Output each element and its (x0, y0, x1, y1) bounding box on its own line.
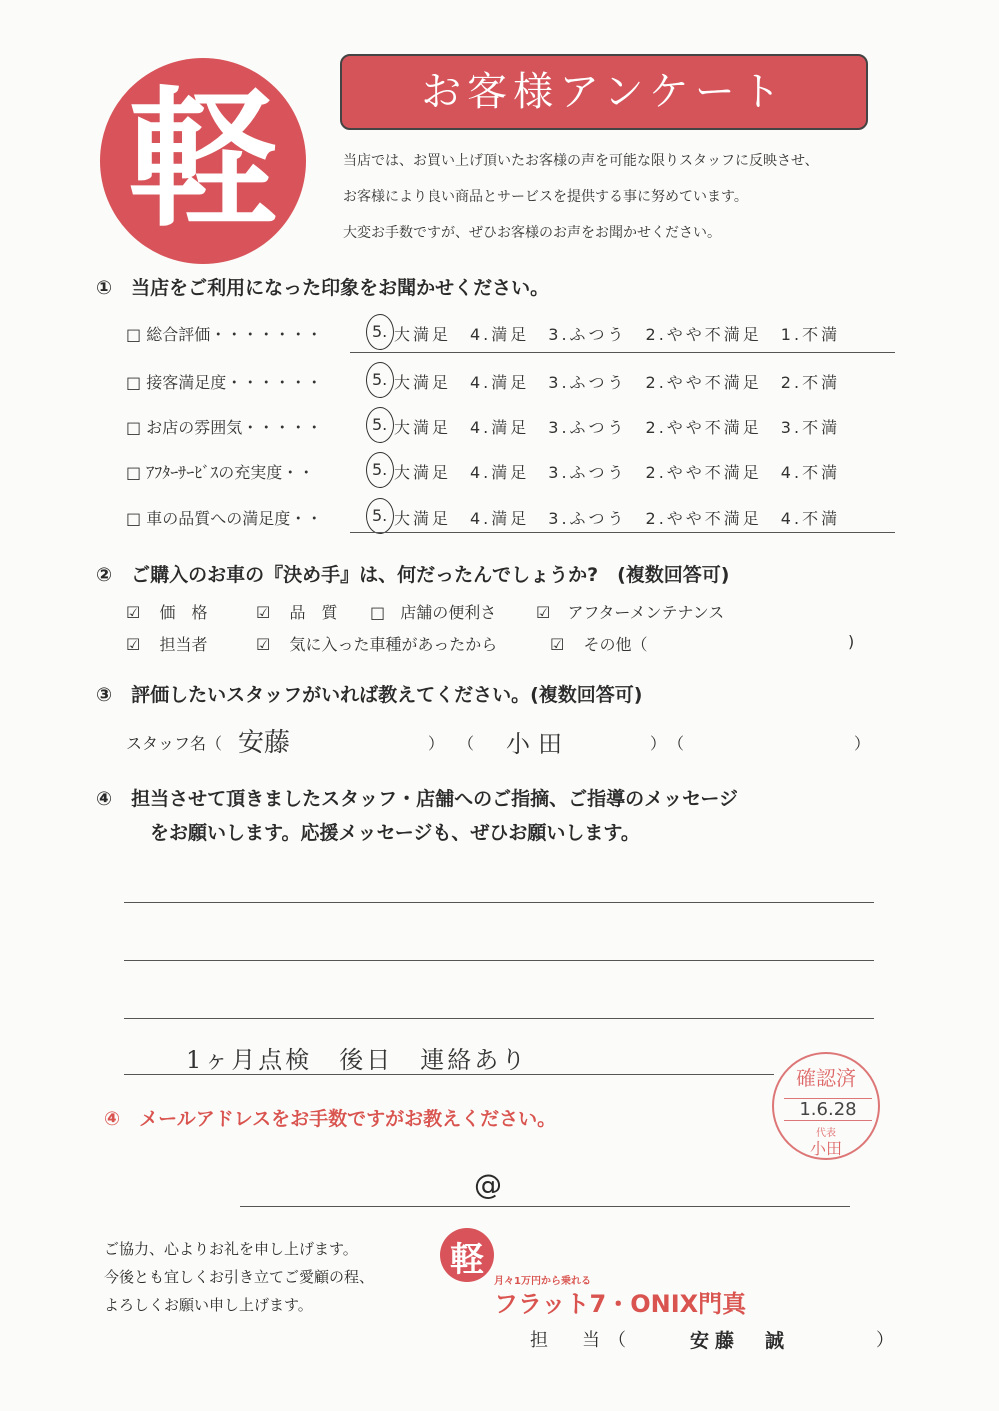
staff-label: スタッフ名（ (126, 734, 223, 753)
page-title: お客様アンケート (340, 54, 868, 130)
q2-option-other (550, 632, 647, 655)
circled-value: 5. (372, 460, 388, 479)
closing-line-3: よろしくお願い申し上げます。 (104, 1296, 313, 1314)
rating-row-atmosphere (126, 415, 866, 441)
message-line-1 (124, 902, 874, 903)
option-label: 店舗の便利さ (400, 603, 497, 622)
circled-value: 5. (372, 415, 388, 434)
q2-option-quality (256, 600, 337, 623)
rating-options: 大満足 4.満足 3.ふつう 2.やや不満足 4.不満 (394, 463, 841, 482)
staff-sep-1: ）（ (428, 734, 497, 753)
rating-label: □ ｱﾌﾀｰｻｰﾋﾞｽの充実度・・ (126, 463, 315, 482)
checkbox-icon: ☑ (550, 635, 565, 654)
intro-line-1: 当店では、お買い上げ頂いたお客様の声を可能な限りスタッフに反映させ、 (343, 153, 819, 169)
option-label: 担当者 (159, 635, 208, 654)
rating-row-service (126, 370, 866, 396)
q2-title: ② ご購入のお車の『決め手』は、何だったんでしょうか? (複数回答可) (96, 564, 730, 586)
underline (350, 352, 895, 353)
checkbox-icon: □ (370, 603, 386, 622)
q2-option-price (126, 600, 207, 623)
q2-other-close: ) (848, 632, 855, 651)
rating-options: 大満足 4.満足 3.ふつう 2.やや不満足 4.不満 (394, 509, 841, 528)
q1-title: ① 当店をご利用になった印象をお聞かせください。 (96, 277, 550, 299)
message-line-2 (124, 960, 874, 961)
brand-logo-char: 軽 (450, 1240, 484, 1280)
stamp-text: 小田 (809, 1139, 842, 1158)
staff-close: ） (854, 734, 871, 753)
confirmation-stamp (772, 1052, 880, 1160)
stamp-date: 1.6.28 (784, 1098, 872, 1121)
q2-option-vehicle (256, 632, 497, 655)
message-line-4 (124, 1074, 774, 1075)
rating-options: 大満足 4.満足 3.ふつう 2.やや不満足 3.不満 (394, 418, 841, 437)
rating-options: 大満足 4.満足 3.ふつう 2.やや不満足 1.不満 (394, 325, 841, 344)
rating-row-vehicle-quality (126, 506, 866, 532)
closing-line-2: 今後とも宜しくお引き立てご愛顧の程、 (104, 1268, 375, 1286)
intro-line-3: 大変お手数ですが、ぜひお客様のお声をお聞かせください。 (343, 225, 721, 241)
staff-name-1: 安藤 (238, 728, 291, 758)
q4-title-line1: ④ 担当させて頂きましたスタッフ・店舗へのご指摘、ご指導のメッセージ (96, 788, 738, 810)
seal-logo-char: 軽 (127, 72, 278, 248)
intro-line-2: お客様により良い商品とサービスを提供する事に努めています。 (343, 189, 748, 205)
footer-close: ） (876, 1330, 894, 1351)
rating-label: □ お店の雰囲気・・・・・ (126, 418, 323, 437)
q3-title: ③ 評価したいスタッフがいれば教えてください。(複数回答可) (96, 684, 643, 706)
checkbox-icon: ☑ (536, 603, 551, 622)
rating-label: □ 車の品質への満足度・・ (126, 509, 323, 528)
checkbox-icon: ☑ (256, 603, 271, 622)
footer-staff-name: 安藤 誠 (690, 1330, 791, 1352)
footer-label: 担 当（ (530, 1330, 634, 1351)
rating-label: □ 総合評価・・・・・・・ (126, 325, 323, 344)
q2-option-convenience (370, 600, 496, 623)
closing-line-1: ご協力、心よりお礼を申し上げます。 (104, 1240, 358, 1258)
checkbox-icon: ☑ (256, 635, 271, 654)
stamp-text: 代表 (816, 1128, 836, 1139)
option-label: アフターメンテナンス (567, 603, 725, 622)
handwritten-message: 1ヶ月点検 後日 連絡あり (186, 1046, 529, 1074)
rating-row-after-service (126, 460, 866, 486)
option-label: 品 質 (289, 603, 338, 622)
at-sign: @ (474, 1168, 502, 1201)
checkbox-icon: ☑ (126, 635, 141, 654)
q4-title-line2: をお願いします。応援メッセージも、ぜひお願いします。 (150, 822, 640, 844)
q5-title: ④ メールアドレスをお手数ですがお教えください。 (104, 1108, 557, 1130)
circled-value: 5. (372, 322, 388, 341)
message-line-3 (124, 1018, 874, 1019)
q2-option-staff (126, 632, 207, 655)
option-label: 価 格 (159, 603, 208, 622)
circled-value: 5. (372, 506, 388, 525)
option-label: その他（ (583, 635, 648, 654)
stamp-text: 確認済 (796, 1066, 856, 1090)
circled-value: 5. (372, 370, 388, 389)
option-label: 気に入った車種があったから (289, 635, 498, 654)
checkbox-icon: ☑ (126, 603, 141, 622)
brand-tagline: 月々1万円から乗れる (494, 1276, 591, 1287)
brand-name: フラット7・ONIX門真 (494, 1290, 747, 1318)
email-line (240, 1206, 850, 1207)
rating-row-overall (126, 322, 866, 348)
q2-option-maintenance (536, 600, 724, 623)
rating-options: 大満足 4.満足 3.ふつう 2.やや不満足 2.不満 (394, 373, 841, 392)
staff-name-2: 小田 (506, 730, 570, 758)
rating-label: □ 接客満足度・・・・・・ (126, 373, 323, 392)
staff-sep-2: ）（ (650, 734, 695, 753)
underline (350, 532, 895, 533)
